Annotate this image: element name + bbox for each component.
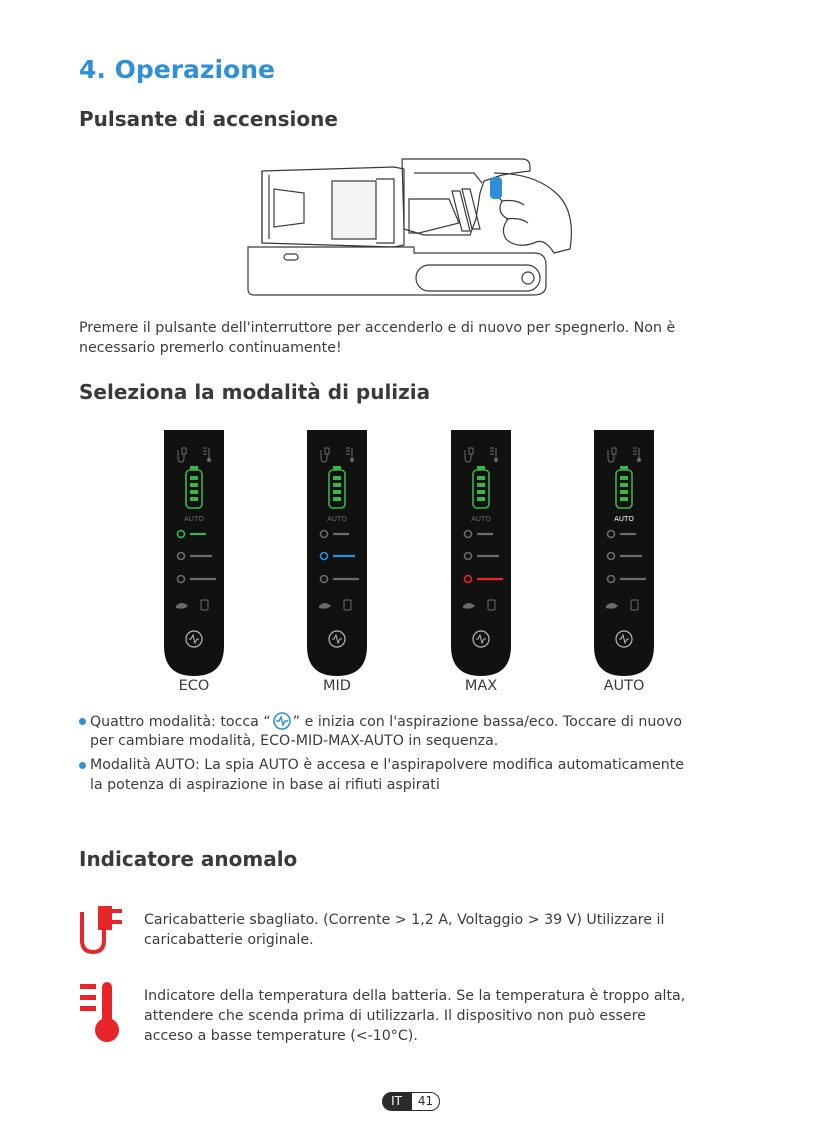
- auto-indicator: AUTO: [327, 515, 347, 523]
- battery-level-bar: [620, 497, 628, 501]
- auto-indicator: AUTO: [471, 515, 491, 523]
- power-instruction-line1: Premere il pulsante dell'interruttore per accenderlo e di nuovo per spegnerlo. Non è: [79, 320, 676, 336]
- battery-level-bar: [333, 476, 341, 480]
- panel-eco: [164, 430, 224, 676]
- auto-indicator: AUTO: [614, 515, 634, 523]
- mode-label-max: MAX: [464, 678, 498, 694]
- panel-max: [451, 430, 511, 676]
- page-footer: [382, 1092, 440, 1111]
- battery-level-bar: [620, 490, 628, 494]
- section-title-modes: Seleziona la modalità di pulizia: [79, 380, 431, 404]
- battery-level-bar: [477, 476, 485, 480]
- battery-level-bar: [477, 483, 485, 487]
- bullet-auto-line2: la potenza di aspirazione in base ai rifiuti aspirati: [90, 777, 440, 793]
- power-instruction-line2: necessario premerlo continuamente!: [79, 340, 342, 356]
- page-heading: 4. Operazione: [79, 55, 275, 84]
- mode-label-auto: AUTO: [603, 678, 645, 694]
- panel-auto: [594, 430, 654, 676]
- charger-plug-icon: [78, 900, 128, 956]
- section-title-anomaly: Indicatore anomalo: [79, 847, 298, 871]
- auto-indicator: AUTO: [184, 515, 204, 523]
- temperature-warning-line3: acceso a basse temperature (<-10°C).: [144, 1028, 418, 1044]
- bullet-dot: [79, 762, 86, 769]
- mode-switch-icon: [271, 711, 293, 731]
- battery-level-bar: [333, 490, 341, 494]
- battery-level-bar: [333, 483, 341, 487]
- section-title-power: Pulsante di accensione: [79, 107, 338, 131]
- page-number: 41: [411, 1092, 440, 1111]
- language-tag: IT: [382, 1092, 411, 1111]
- battery-level-bar: [190, 476, 198, 480]
- temperature-warning-line1: Indicatore della temperatura della batteria. Se la temperatura è troppo alta,: [144, 988, 686, 1004]
- bullet-modes-line1: [90, 711, 750, 732]
- mode-label-mid: MID: [323, 678, 351, 694]
- battery-level-bar: [477, 497, 485, 501]
- temperature-warning-line2: attendere che scenda prima di utilizzarla. Il dispositivo non può essere: [144, 1008, 646, 1024]
- battery-level-bar: [190, 483, 198, 487]
- vacuum-hand-illustration: [244, 153, 576, 299]
- charger-warning-line1: Caricabatterie sbagliato. (Corrente > 1,2 A, Voltaggio > 39 V) Utilizzare il: [144, 912, 665, 928]
- bullet-modes-text-b: ” e inizia con l'aspirazione bassa/eco. Toccare di nuovo: [292, 714, 683, 730]
- bullet-modes-text-a: Quattro modalità: tocca “: [90, 714, 271, 730]
- battery-level-bar: [190, 490, 198, 494]
- bullet-auto-line1: Modalità AUTO: La spia AUTO è accesa e l'aspirapolvere modifica automaticamente: [90, 757, 684, 773]
- battery-level-bar: [620, 483, 628, 487]
- bullet-dot: [79, 718, 86, 725]
- mode-label-eco: ECO: [178, 678, 210, 694]
- battery-level-bar: [190, 497, 198, 501]
- battery-level-bar: [333, 497, 341, 501]
- battery-level-bar: [620, 476, 628, 480]
- charger-warning-line2: caricabatterie originale.: [144, 932, 314, 948]
- battery-level-bar: [477, 490, 485, 494]
- bullet-modes-line2: per cambiare modalità, ECO-MID-MAX-AUTO in sequenza.: [90, 733, 499, 749]
- thermometer-icon: [78, 980, 128, 1044]
- panel-mid: [307, 430, 367, 676]
